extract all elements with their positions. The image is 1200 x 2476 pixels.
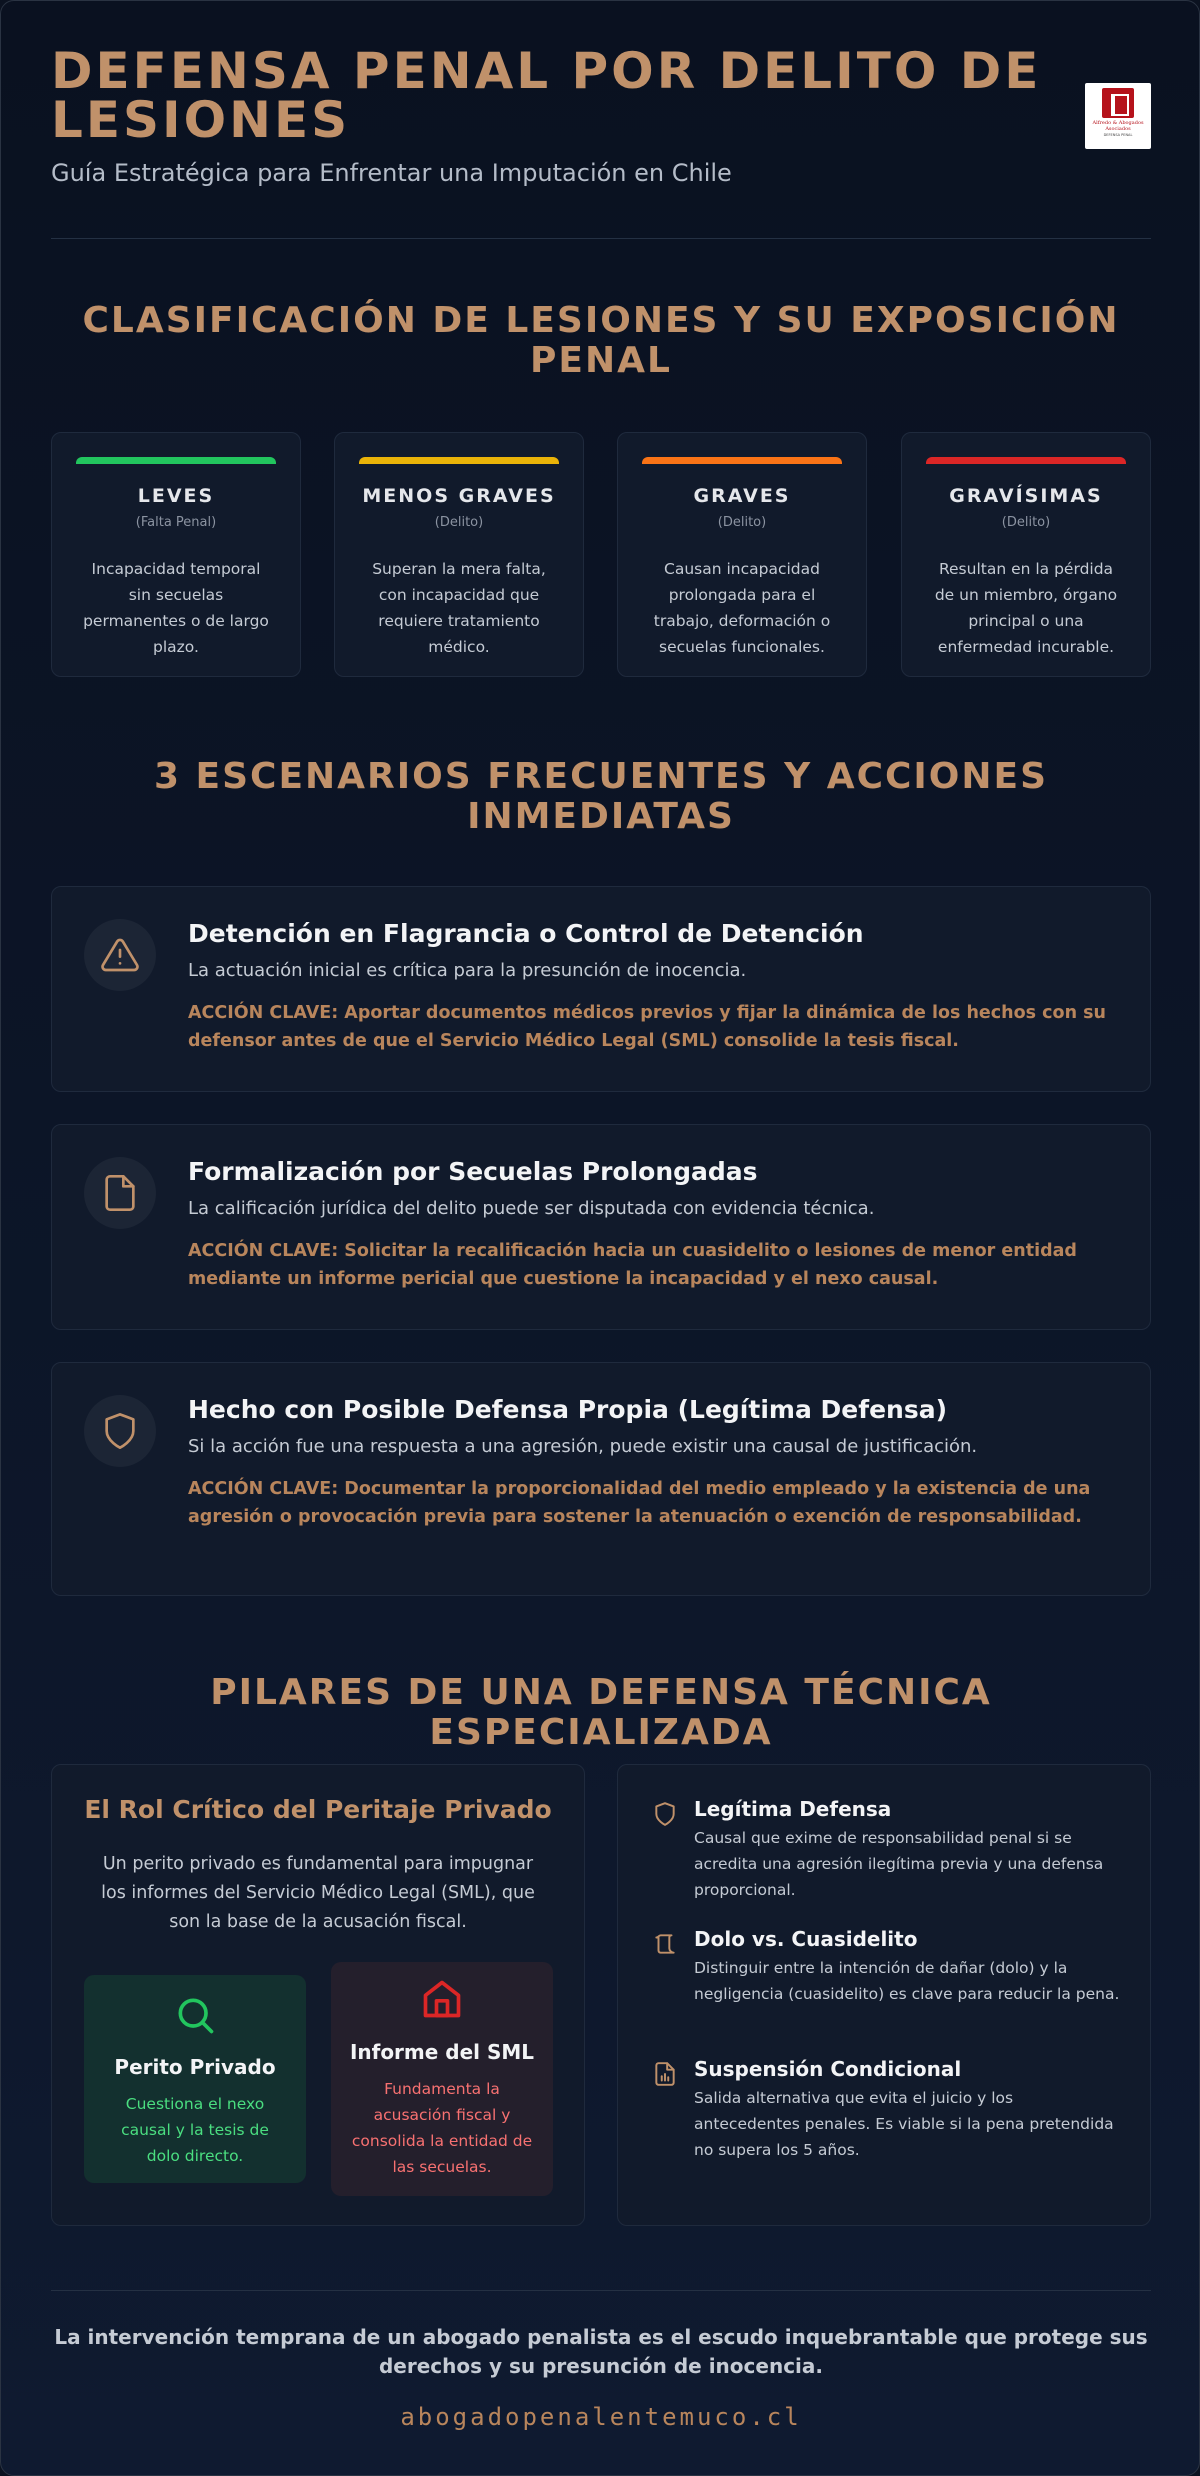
- logo-subtext: DEFENSA PENAL: [1103, 133, 1133, 137]
- pillar-item-text: Salida alternativa que evita el juicio y los antecedentes penales. Es viable si la pena pretendida no supera los 5 años.: [694, 2089, 1114, 2159]
- scenario-title: Formalización por Secuelas Prolongadas: [188, 1157, 758, 1186]
- class-type: (Delito): [434, 515, 484, 530]
- building-icon: [331, 1976, 553, 2026]
- footer-text: La intervención temprana de un abogado penalista es el escudo inquebrantable que protege sus derechos y su presunción de inocencia.: [54, 2325, 1148, 2378]
- footer-divider: [51, 2290, 1151, 2291]
- scenario-body: [188, 1157, 1114, 1293]
- class-card-gravisimas: [901, 432, 1151, 677]
- scenario-title: Hecho con Posible Defensa Propia (Legítima Defensa): [188, 1395, 948, 1424]
- class-description: Incapacidad temporal sin secuelas permanentes o de largo plazo.: [83, 560, 269, 656]
- pillars-list-card: [617, 1764, 1151, 2226]
- pillar-item-title: Legítima Defensa: [694, 1797, 892, 1821]
- pillar-item-body: [694, 1927, 1120, 2007]
- severity-bar: [926, 457, 1126, 464]
- scenarios-title: 3 ESCENARIOS FRECUENTES Y ACCIONES INMEDIATAS: [153, 756, 1049, 837]
- website-link[interactable]: abogadopenalentemuco.cl: [400, 2403, 802, 2431]
- logo-text: Alfredo & Abogados Asociados: [1092, 120, 1144, 132]
- scenario-text: Si la acción fue una respuesta a una agresión, puede existir una causal de justificación.: [188, 1436, 978, 1457]
- shield-icon: [652, 1801, 678, 1827]
- scenario-action: ACCIÓN CLAVE: Documentar la proporcionalidad del medio empleado y la existencia de una agresión o provocación previa para sostener la atenuación o exención de responsabilidad.: [188, 1479, 1091, 1527]
- peritaje-card: [51, 1764, 585, 2226]
- severity-bar: [359, 457, 559, 464]
- pillar-item-suspension: [652, 2057, 1120, 2163]
- informe-sml-box: [331, 1962, 553, 2196]
- class-card-leves: [51, 432, 301, 677]
- shield-icon: [84, 1395, 156, 1467]
- pillar-item-text: Distinguir entre la intención de dañar (dolo) y la negligencia (cuasidelito) es clave para reducir la pena.: [694, 1959, 1120, 2003]
- class-card-graves: [617, 432, 867, 677]
- scenario-text: La actuación inicial es crítica para la presunción de inocencia.: [188, 960, 747, 981]
- class-card-menos-graves: [334, 432, 584, 677]
- firm-logo: [1085, 83, 1151, 149]
- scenario-text: La calificación jurídica del delito puede ser disputada con evidencia técnica.: [188, 1198, 875, 1219]
- scenario-title: Detención en Flagrancia o Control de Detención: [188, 919, 864, 948]
- pillar-item-legitima-defensa: [652, 1797, 1120, 1903]
- severity-bar: [76, 457, 276, 464]
- pillar-item-body: [694, 2057, 1120, 2163]
- sml-text: Fundamenta la acusación fiscal y consolida la entidad de las secuelas.: [351, 2080, 533, 2176]
- class-type: (Delito): [717, 515, 767, 530]
- page-title: DEFENSA PENAL POR DELITO DE LESIONES: [51, 42, 1042, 149]
- class-description: Causan incapacidad prolongada para el trabajo, deformación o secuelas funcionales.: [653, 560, 831, 656]
- class-name: MENOS GRAVES: [362, 485, 556, 507]
- pillars-title: PILARES DE UNA DEFENSA TÉCNICA ESPECIALIZADA: [210, 1672, 992, 1753]
- perito-title: Perito Privado: [114, 2055, 276, 2079]
- scroll-icon: [652, 1931, 678, 1957]
- classification-title: CLASIFICACIÓN DE LESIONES Y SU EXPOSICIÓN PENAL: [82, 300, 1120, 381]
- perito-privado-box: [84, 1975, 306, 2183]
- class-name: LEVES: [137, 485, 215, 507]
- scenario-body: [188, 919, 1114, 1055]
- sml-title: Informe del SML: [349, 2040, 535, 2064]
- header: [51, 42, 1151, 197]
- scenario-card-legitima-defensa: [51, 1362, 1151, 1596]
- class-type: (Delito): [1001, 515, 1051, 530]
- scenario-body: [188, 1395, 1114, 1531]
- pillar-item-text: Causal que exime de responsabilidad penal si se acredita una agresión ilegítima previa y una defensa proporcional.: [694, 1829, 1104, 1899]
- scenario-action: ACCIÓN CLAVE: Solicitar la recalificación hacia un cuasidelito o lesiones de menor entidad mediante un informe pericial que cuestione la incapacidad y el nexo causal.: [188, 1241, 1077, 1289]
- class-name: GRAVES: [693, 485, 791, 507]
- peritaje-title: El Rol Crítico del Peritaje Privado: [84, 1795, 552, 1824]
- class-name: GRAVÍSIMAS: [949, 485, 1103, 507]
- severity-bar: [642, 457, 842, 464]
- class-description: Resultan en la pérdida de un miembro, órgano principal o una enfermedad incurable.: [934, 560, 1118, 656]
- pillar-item-body: [694, 1797, 1120, 1903]
- search-icon: [84, 1993, 306, 2041]
- header-divider: [51, 238, 1151, 239]
- pillar-item-title: Suspensión Condicional: [694, 2057, 962, 2081]
- perito-text: Cuestiona el nexo causal y la tesis de dolo directo.: [121, 2095, 269, 2165]
- page-subtitle: Guía Estratégica para Enfrentar una Imputación en Chile: [51, 159, 732, 187]
- document-icon: [84, 1157, 156, 1229]
- scenario-card-formalizacion: [51, 1124, 1151, 1330]
- warning-triangle-icon: [84, 919, 156, 991]
- pillar-item-title: Dolo vs. Cuasidelito: [694, 1927, 918, 1951]
- scenario-action: ACCIÓN CLAVE: Aportar documentos médicos previos y fijar la dinámica de los hechos con su defensor antes de que el Servicio Médico Legal (SML) consolide la tesis fiscal.: [188, 1003, 1106, 1051]
- logo-mark-icon: [1102, 88, 1134, 118]
- peritaje-text: Un perito privado es fundamental para impugnar los informes del Servicio Médico Legal (SML), que son la base de la acusación fiscal.: [101, 1854, 535, 1932]
- pillar-item-dolo: [652, 1927, 1120, 2007]
- class-type: (Falta Penal): [135, 515, 217, 530]
- scenario-card-flagrancia: [51, 886, 1151, 1092]
- class-description: Superan la mera falta, con incapacidad que requiere tratamiento médico.: [372, 560, 546, 656]
- file-chart-icon: [652, 2061, 678, 2087]
